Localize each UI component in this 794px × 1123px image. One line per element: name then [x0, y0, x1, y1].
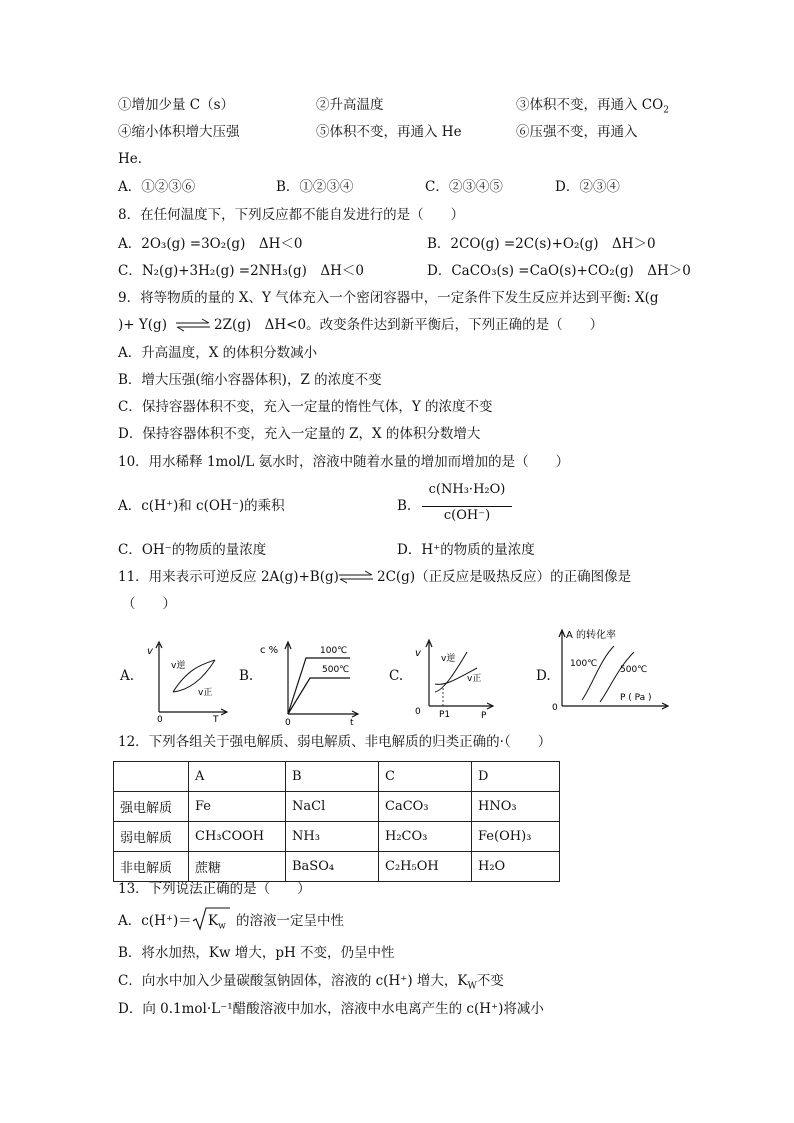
q9-stem-line1: 9．将等物质的量的 X、Y 气体充入一个密闭容器中，一定条件下发生反应并达到平衡: X(g: [118, 290, 659, 306]
q9-choice-a: A．升高温度，X 的体积分数减小: [118, 345, 318, 361]
electrolyte-table: [113, 761, 560, 882]
q13-choice-b: B．将水加热，Kw 增大，pH 不变，仍呈中性: [118, 945, 395, 961]
q11-label-d: D.: [536, 668, 551, 684]
q8-choice-b: B．2CO(g) =2C(s)+O₂(g) ΔH＞0: [427, 236, 656, 252]
equilibrium-arrow-icon: [174, 318, 212, 332]
q7-option-4: ④缩小体积增大压强: [118, 124, 240, 140]
graph-d-curve2-label: 500℃: [620, 665, 648, 675]
q8-choice-c: C．N₂(g)+3H₂(g) =2NH₃(g) ΔH＜0: [118, 263, 364, 279]
graph-c-curve1-label: v逆: [441, 654, 456, 664]
q7-option-6-cont: He．: [118, 151, 152, 167]
q13-choice-c: C．向水中加入少量碳酸氢钠固体，溶液的 c(H⁺) 增大，$K_W$不变: [118, 973, 504, 992]
q8-stem: 8．在任何温度下，下列反应都不能自发进行的是（ ）: [118, 207, 465, 223]
table-row-label: 弱电解质: [114, 822, 189, 852]
q7-choice-b: B．①②③④: [276, 179, 354, 195]
graph-b-curve1-label: 100℃: [320, 646, 348, 656]
q11-stem-b: 2C(g)（正反应是吸热反应）的正确图像是: [377, 569, 632, 585]
q7-option-3: ③体积不变，再通入 $CO_2$: [516, 97, 669, 116]
graph-a-y-label: v: [147, 646, 153, 657]
table-cell: C₂H₅OH: [379, 852, 472, 882]
q10-choice-a: A．c(H⁺)和 c(OH⁻)的乘积: [118, 498, 285, 514]
table-row-label: 强电解质: [114, 792, 189, 822]
graph-b-y-label: c %: [260, 645, 279, 656]
graph-d-x-label: P ( Pa ): [620, 693, 652, 703]
q9-choice-c: C．保持容器体积不变，充入一定量的惰性气体，Y 的浓度不变: [118, 399, 493, 415]
q13-choice-a-pre: A．c(H⁺)＝: [118, 913, 192, 929]
graph-c-p1-label: P1: [439, 710, 451, 720]
table-cell: NH₃: [286, 822, 379, 852]
q10-fraction-numerator: c(NH₃·H₂O): [428, 482, 506, 497]
table-header-b: B: [286, 762, 379, 792]
table-cell: BaSO₄: [286, 852, 379, 882]
table-cell: H₂CO₃: [379, 822, 472, 852]
table-cell: CH₃COOH: [189, 822, 286, 852]
graph-c-origin: 0: [415, 707, 421, 717]
q9-choice-d: D．保持容器体积不变，充入一定量的 Z，X 的体积分数增大: [118, 426, 481, 442]
table-row: [114, 852, 560, 882]
graph-d-curve-100: [582, 646, 614, 700]
q10-stem: 10．用水稀释 1mol/L 氨水时，溶液中随着水量的增加而增加的是（ ）: [118, 454, 570, 470]
graph-a-origin: 0: [157, 715, 163, 724]
graph-c: [405, 636, 497, 726]
table-cell: NaCl: [286, 792, 379, 822]
q11-label-c: C.: [389, 668, 404, 684]
graph-c-y-label: v: [415, 648, 421, 659]
q10-fraction: [422, 482, 512, 532]
q7-choice-a: A．①②③⑥: [118, 179, 196, 195]
q11-label-a: A.: [120, 668, 135, 684]
q11-label-b: B.: [239, 668, 254, 684]
table-header-row: [114, 762, 560, 792]
table-header-d: D: [472, 762, 560, 792]
graph-c-curve2-label: v正: [467, 674, 482, 684]
graph-a-curve2-label: v正: [198, 688, 213, 698]
q13-radicand: $K_w$: [208, 913, 226, 932]
graph-b-x-label: t: [350, 718, 354, 726]
graph-a: [143, 638, 233, 724]
graph-a-x-label: T: [213, 715, 219, 724]
q7-option-1: ①增加少量 C（s）: [118, 97, 235, 113]
table-cell: 蔗糖: [189, 852, 286, 882]
graph-b-curve2-label: 500℃: [322, 665, 350, 675]
graph-d: [548, 624, 674, 718]
table-header-c: C: [379, 762, 472, 792]
q13-choice-d: D．向 0.1mol·L⁻¹醋酸溶液中加水，溶液中水电离产生的 c(H⁺)将减小: [118, 1001, 544, 1017]
q8-choice-a: A．2O₃(g) =3O₂(g) ΔH＜0: [118, 236, 303, 252]
fraction-bar: [422, 506, 512, 507]
equilibrium-arrow-icon: [337, 570, 375, 584]
q13-stem: 13．下列说法正确的是（ ）: [118, 881, 311, 897]
graph-b-origin: 0: [285, 718, 291, 726]
table-header-a: A: [189, 762, 286, 792]
q7-option-6: ⑥压强不变，再通入: [516, 124, 638, 140]
table-row-label: 非电解质: [114, 852, 189, 882]
table-row: [114, 792, 560, 822]
graph-d-y-label: A 的转化率: [566, 630, 617, 641]
graph-a-curve1-label: v逆: [171, 661, 186, 671]
q7-choice-c: C．②③④⑤: [425, 179, 503, 195]
q12-stem: 12．下列各组关于强电解质、弱电解质、非电解质的归类正确的·（ ）: [118, 734, 552, 750]
q7-option-2: ②升高温度: [316, 97, 384, 113]
q13-choice-a-post: 的溶液一定呈中性: [236, 913, 344, 929]
q10-choice-d: D．H⁺的物质的量浓度: [397, 542, 535, 558]
graph-c-x-label: P: [481, 711, 487, 721]
table-cell: CaCO₃: [379, 792, 472, 822]
table-cell: [114, 762, 189, 792]
q7-option-5: ⑤体积不变，再通入 He: [316, 124, 462, 140]
graph-d-origin: 0: [552, 703, 558, 713]
q11-stem-a: 11．用来表示可逆反应 2A(g)+B(g): [118, 569, 339, 585]
table-row: [114, 822, 560, 852]
q9-choice-b: B．增大压强(缩小容器体积)，Z 的浓度不变: [118, 372, 382, 388]
table-cell: Fe(OH)₃: [472, 822, 560, 852]
q10-choice-c: C．OH⁻的物质的量浓度: [118, 542, 267, 558]
graph-b: [258, 636, 364, 726]
q11-stem-blank: （ ）: [122, 596, 176, 612]
table-cell: H₂O: [472, 852, 560, 882]
q8-choice-d: D．CaCO₃(s) =CaO(s)+CO₂(g) ΔH＞0: [427, 263, 691, 279]
q10-choice-b-label: B．: [397, 498, 421, 514]
q9-stem-line2b: 2Z(g) ΔH<0。改变条件达到新平衡后，下列正确的是（ ）: [214, 317, 604, 333]
q9-stem-line2a: )+ Y(g): [118, 317, 167, 333]
table-cell: Fe: [189, 792, 286, 822]
q10-fraction-denominator: c(OH⁻): [443, 508, 491, 523]
graph-d-curve1-label: 100℃: [570, 659, 598, 669]
table-cell: HNO₃: [472, 792, 560, 822]
q7-choice-d: D．②③④: [555, 179, 620, 195]
